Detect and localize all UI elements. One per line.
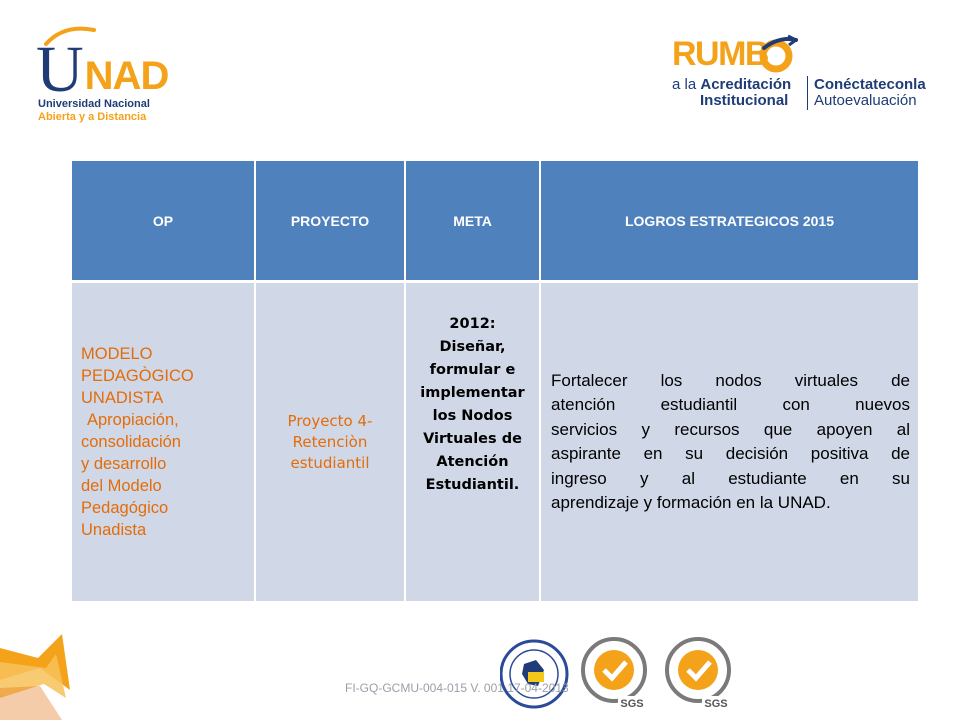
rumbo-right-line2: Autoevaluación (814, 92, 917, 109)
header-op: OP (72, 161, 255, 282)
icontec-seal-icon (501, 641, 567, 707)
rumbo-line1-bold: Acreditación (700, 76, 792, 93)
proyecto-line: Retenciòn (292, 432, 368, 451)
unad-wordmark-u: U (36, 33, 84, 106)
op-line: consolidación (81, 433, 181, 451)
logros-line: ingreso y al estudiante en su (551, 468, 910, 488)
rumbo-separator (807, 76, 808, 110)
unad-subtitle-line1: Universidad Nacional (38, 98, 150, 110)
logros-line: servicios y recursos que apoyen al (551, 419, 910, 439)
op-line: PEDAGÒGICO (81, 367, 194, 385)
meta-line: Atención (436, 454, 509, 470)
logros-line: atención estudiantil con nuevos (551, 395, 910, 414)
table-row (72, 282, 918, 602)
op-line: UNADISTA (81, 389, 164, 407)
unad-wordmark-rest: NAD (84, 54, 169, 98)
rumbo-swoosh-icon (758, 34, 798, 74)
meta-line: formular e (429, 362, 516, 378)
svg-text:SGS: SGS (704, 698, 728, 710)
header-logros: LOGROS ESTRATEGICOS 2015 (540, 161, 918, 282)
meta-line: implementar (420, 385, 525, 401)
meta-line: Estudiantil. (425, 477, 520, 493)
arrow-decoration-icon (0, 628, 80, 720)
unad-logo (36, 24, 169, 124)
unad-subtitle-line2: Abierta y a Distancia (38, 111, 147, 123)
logros-line: Fortalecer los nodos virtuales de (551, 370, 910, 390)
header-meta: META (405, 161, 540, 282)
meta-line: Virtuales de (423, 431, 522, 447)
proyecto-line: estudiantil (290, 453, 370, 472)
rumbo-line2: Institucional (700, 92, 789, 109)
sgs-certification-icon (583, 639, 646, 710)
logros-line: aprendizaje y formación en la UNAD. (551, 493, 831, 512)
meta-line: 2012: (449, 316, 496, 332)
rumbo-line1-prefix: a la (672, 76, 701, 93)
logros-line: aspirante en su decisión positiva de (551, 444, 910, 463)
sgs-certification-icon (667, 639, 730, 710)
document-code: FI-GQ-GCMU-004-015 V. 001 17-04-2013 (345, 681, 569, 695)
svg-text:SGS: SGS (620, 698, 644, 710)
op-line: Unadista (81, 521, 147, 539)
op-line: MODELO (81, 345, 153, 363)
rumbo-logo (668, 34, 938, 114)
op-line: y desarrollo (81, 455, 167, 473)
op-line: del Modelo (81, 477, 162, 495)
certification-badges (500, 634, 740, 714)
table-header-row (72, 161, 918, 282)
cell-proyecto (255, 282, 405, 602)
strategic-table (72, 161, 918, 601)
rumbo-wordmark: RUMB (672, 35, 768, 73)
op-line: Apropiación, (87, 411, 179, 429)
meta-line: los Nodos (432, 408, 513, 424)
meta-line: Diseñar, (439, 339, 506, 355)
proyecto-line: Proyecto 4- (287, 411, 373, 430)
cell-meta (405, 282, 540, 602)
header-proyecto: PROYECTO (255, 161, 405, 282)
op-line: Pedagógico (81, 499, 169, 517)
rumbo-line1 (672, 76, 791, 93)
cell-op (72, 282, 255, 602)
rumbo-right-line1: Conéctateconla (814, 76, 926, 93)
cell-logros (540, 282, 918, 602)
